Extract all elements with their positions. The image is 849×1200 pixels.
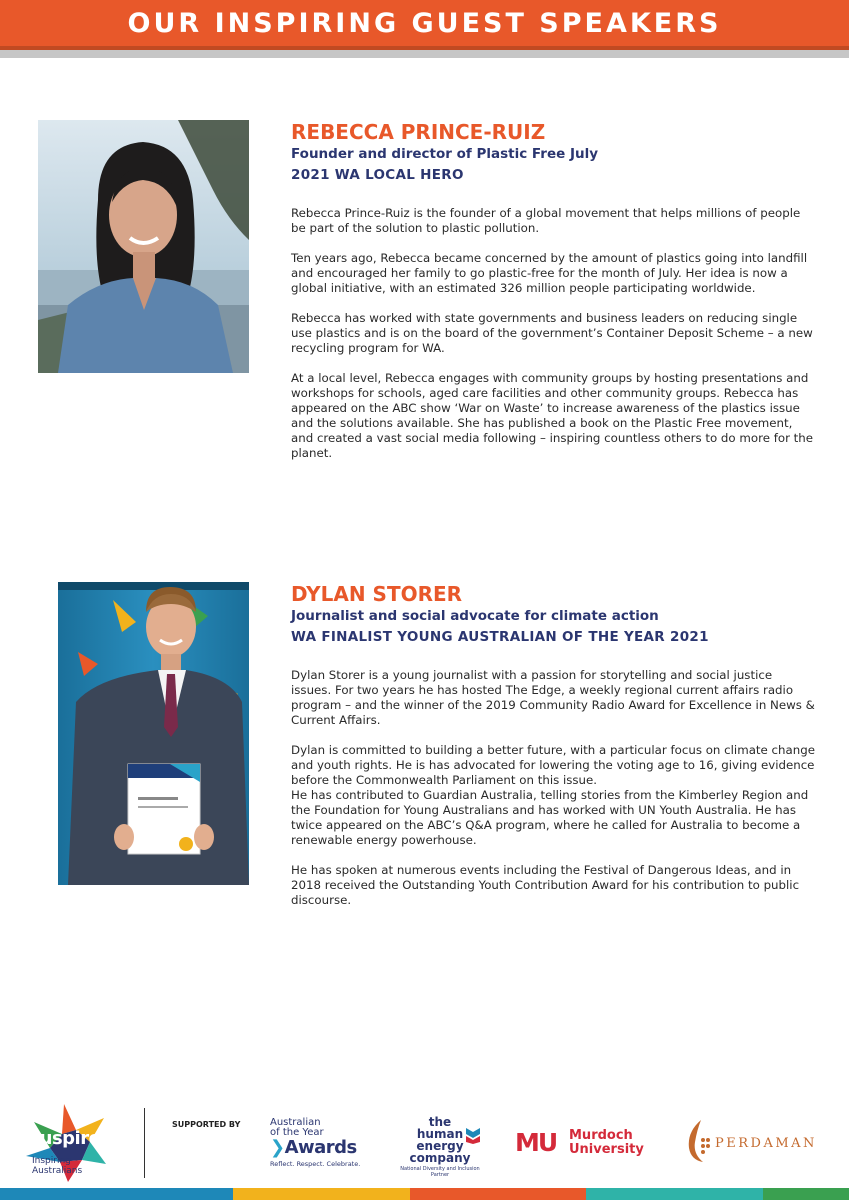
- speaker-bio: [291, 206, 816, 461]
- header-underline: [0, 50, 849, 58]
- hec-line2: human: [416, 1127, 464, 1141]
- footer: [0, 1100, 849, 1188]
- speaker-name: REBECCA PRINCE-RUIZ: [291, 120, 546, 144]
- bio-paragraph: He has contributed to Guardian Australia, telling stories from the Kimberley Region and the Foundation for Young Australians and has worked with UN Youth Australia. He has twice appeared on the ABC’s Q&A program, where he called for Australia to become a renewable energy powerhouse.: [291, 788, 809, 847]
- speaker-photo-rebecca: [38, 120, 249, 373]
- murdoch-line2: University: [569, 1142, 644, 1157]
- auspire-tagline-line1: Inspiring: [32, 1156, 71, 1166]
- bio-paragraph: Dylan Storer is a young journalist with a passion for storytelling and social justice issues. For two years he has hosted The Edge, a weekly regional current affairs radio program – and the winner of the 2019 Community Radio Award for Excellence in News & Current Affairs.: [291, 668, 815, 727]
- chevron-human-energy-logo: [400, 1116, 480, 1176]
- page-title: OUR INSPIRING GUEST SPEAKERS: [127, 7, 722, 39]
- stripe-segment: [0, 1188, 58, 1200]
- stripe-segment: [586, 1188, 763, 1200]
- aoty-awards-word: Awards: [284, 1137, 357, 1158]
- perdaman-logo: [683, 1118, 823, 1168]
- footer-divider: [144, 1108, 145, 1178]
- bio-paragraph: Dylan is committed to building a better future, with a particular focus on climate change and youth rights. He is has advocated for lowering the voting age to 16, giving evidence before the Commonwealth Parliament on this issue.: [291, 743, 815, 787]
- auspire-wordmark: auspire: [28, 1128, 101, 1149]
- speaker-section-rebecca: [291, 120, 816, 461]
- hec-tagline: National Diversity and Inclusion Partner: [400, 1166, 480, 1178]
- auspire-tagline: [32, 1156, 82, 1176]
- chevron-logo-icon: [466, 1128, 480, 1144]
- perdaman-wordmark: PERDAMAN: [715, 1136, 817, 1151]
- hec-line4: company: [409, 1151, 471, 1165]
- stripe-segment: [58, 1188, 233, 1200]
- speaker-role: Founder and director of Plastic Free July: [291, 146, 599, 162]
- auspire-tagline-line2: Australians: [32, 1166, 83, 1176]
- chevron-right-icon: ❯: [270, 1137, 285, 1158]
- header-banner: [0, 0, 849, 46]
- speaker-photo-dylan: [58, 582, 249, 885]
- speaker-bio: [291, 668, 816, 908]
- bio-paragraph: He has spoken at numerous events including the Festival of Dangerous Ideas, and in 2018 received the Outstanding Youth Contribution Award for his contribution to public discourse.: [291, 863, 800, 907]
- stripe-segment: [763, 1188, 849, 1200]
- aoty-tagline: Reflect. Respect. Celebrate.: [270, 1160, 361, 1168]
- murdoch-wordmark: [569, 1129, 644, 1157]
- australian-of-the-year-awards-logo: [270, 1118, 362, 1174]
- aoty-line3: [270, 1138, 362, 1158]
- bio-paragraph: Rebecca Prince-Ruiz is the founder of a global movement that helps millions of people be part of the solution to plastic pollution.: [291, 206, 801, 235]
- stripe-segment: [410, 1188, 586, 1200]
- speaker-section-dylan: [291, 582, 816, 908]
- hec-line1: the: [428, 1115, 452, 1129]
- bio-paragraph: Rebecca has worked with state governments and business leaders on reducing single use plastics and is on the board of the government’s Container Deposit Scheme – a new recycling program for WA.: [291, 311, 813, 355]
- murdoch-mark: MU: [515, 1128, 557, 1157]
- bio-paragraph: Ten years ago, Rebecca became concerned by the amount of plastics going into landfill and encouraged her family to go plastic-free for the month of July. Her idea is now a global initiative, with an estimated 326 million people participating worldwide.: [291, 251, 808, 295]
- supported-by-label: SUPPORTED BY: [172, 1120, 241, 1129]
- bottom-color-stripes: [0, 1188, 849, 1200]
- murdoch-line1: Murdoch: [569, 1128, 633, 1143]
- aoty-line1: Australian: [270, 1117, 321, 1128]
- aoty-line2: of the Year: [270, 1127, 324, 1138]
- stripe-segment: [233, 1188, 410, 1200]
- murdoch-university-logo: [515, 1128, 647, 1162]
- perdaman-mark-icon: [683, 1118, 713, 1164]
- speaker-award: 2021 WA LOCAL HERO: [291, 167, 464, 183]
- hec-line3: energy: [416, 1139, 464, 1153]
- speaker-award: WA FINALIST YOUNG AUSTRALIAN OF THE YEAR 2021: [291, 629, 709, 645]
- bio-paragraph: At a local level, Rebecca engages with community groups by hosting presentations and workshops for schools, aged care facilities and other community groups. Rebecca has appeared on the ABC show ‘War on Waste’ to increase awareness of the plastics issue and the solutions available. She has published a book on the Plastic Free movement, and created a vast social media following – inspiring countless others to do more for the planet.: [291, 371, 814, 460]
- speaker-name: DYLAN STORER: [291, 582, 463, 606]
- speaker-role: Journalist and social advocate for climate action: [291, 608, 659, 624]
